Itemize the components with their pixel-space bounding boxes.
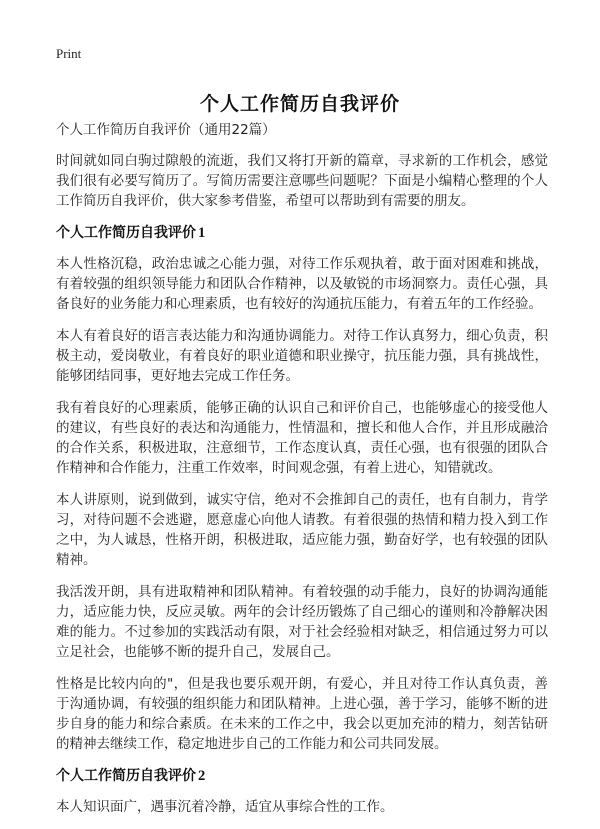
document-body: [56, 120, 548, 829]
document-subtitle: 个人工作简历自我评价（通用22篇）: [56, 122, 276, 138]
section-1-paragraph: 本人有着良好的语言表达能力和沟通协调能力。对待工作认真努力，细心负责，积极主动，爱岗敬业，有着良好的职业道德和职业操守，抗压能力强，具有挑战性，能够团结同事，更好地去完成工作任务。: [56, 328, 548, 384]
section-1-paragraph: 性格是比较内向的"，但是我也要乐观开朗，有爱心，并且对待工作认真负责，善于沟通协调，有较强的组织能力和团队精神。上进心强，善于学习，能够不断的进步自身的能力和综合素质。在未来的工作之中，我会以更加充沛的精力，刻苦钻研的精神去继续工作，稳定地进步自己的工作能力和公司共同发展。: [56, 676, 548, 752]
section-heading-text: 个人工作简历自我评价: [56, 768, 196, 784]
section-1-paragraph: 本人讲原则，说到做到，诚实守信，绝对不会推卸自己的责任，也有自制力，肯学习，对待问题不会逃避，愿意虚心向他人请教。有着很强的热情和精力投入到工作之中，为人诚恳，性格开朗，积极进取，适应能力强，勤奋好学，也有较强的团队精神。: [56, 492, 548, 568]
section-1-paragraph: 我有着良好的心理素质，能够正确的认识自己和评价自己，也能够虚心的接受他人的建议，有些良好的表达和沟通能力，性情温和，擅长和他人合作，并且形成融洽的合作关系，积极进取，注意细节，工作态度认真，责任心强，也有很强的团队合作精神和合作能力，注重工作效率，时间观念强，有着上进心，知错就改。: [56, 400, 548, 476]
section-heading-1: [56, 223, 548, 243]
section-number: 2: [198, 768, 206, 784]
section-heading-text: 个人工作简历自我评价: [56, 225, 196, 241]
section-number: 1: [198, 225, 206, 241]
section-2-paragraph: 本人知识面广，遇事沉着冷静，适宜从事综合性的工作。: [56, 799, 394, 815]
print-link[interactable]: Print: [56, 46, 82, 61]
intro-paragraph: 时间就如同白驹过隙般的流逝，我们又将打开新的篇章，寻求新的工作机会，感觉我们很有必要写简历了。写简历需要注意哪些问题呢？下面是小编精心整理的个人工作简历自我评价，供大家参考借鉴，希望可以帮助到有需要的朋友。: [56, 153, 548, 209]
section-1-paragraph: 本人性格沉稳，政治忠诚之心能力强，对待工作乐观执着，敢于面对困难和挑战，有着较强的组织领导能力和团队合作精神，以及敏锐的市场洞察力。责任心强，具备良好的业务能力和心理素质，也有较好的沟通抗压能力，有着五年的工作经验。: [56, 256, 548, 312]
section-heading-2: [56, 766, 548, 786]
section-1-paragraph: 我活泼开朗，具有进取精神和团队精神。有着较强的动手能力，良好的协调沟通能力，适应能力快，反应灵敏。两年的会计经历锻炼了自己细心的谨则和冷静解决困难的能力。不过参加的实践活动有限，对于社会经验相对缺乏，相信通过努力可以立足社会，也能够不断的提升自己，发展自己。: [56, 584, 548, 660]
page-title: 个人工作简历自我评价: [199, 92, 400, 115]
